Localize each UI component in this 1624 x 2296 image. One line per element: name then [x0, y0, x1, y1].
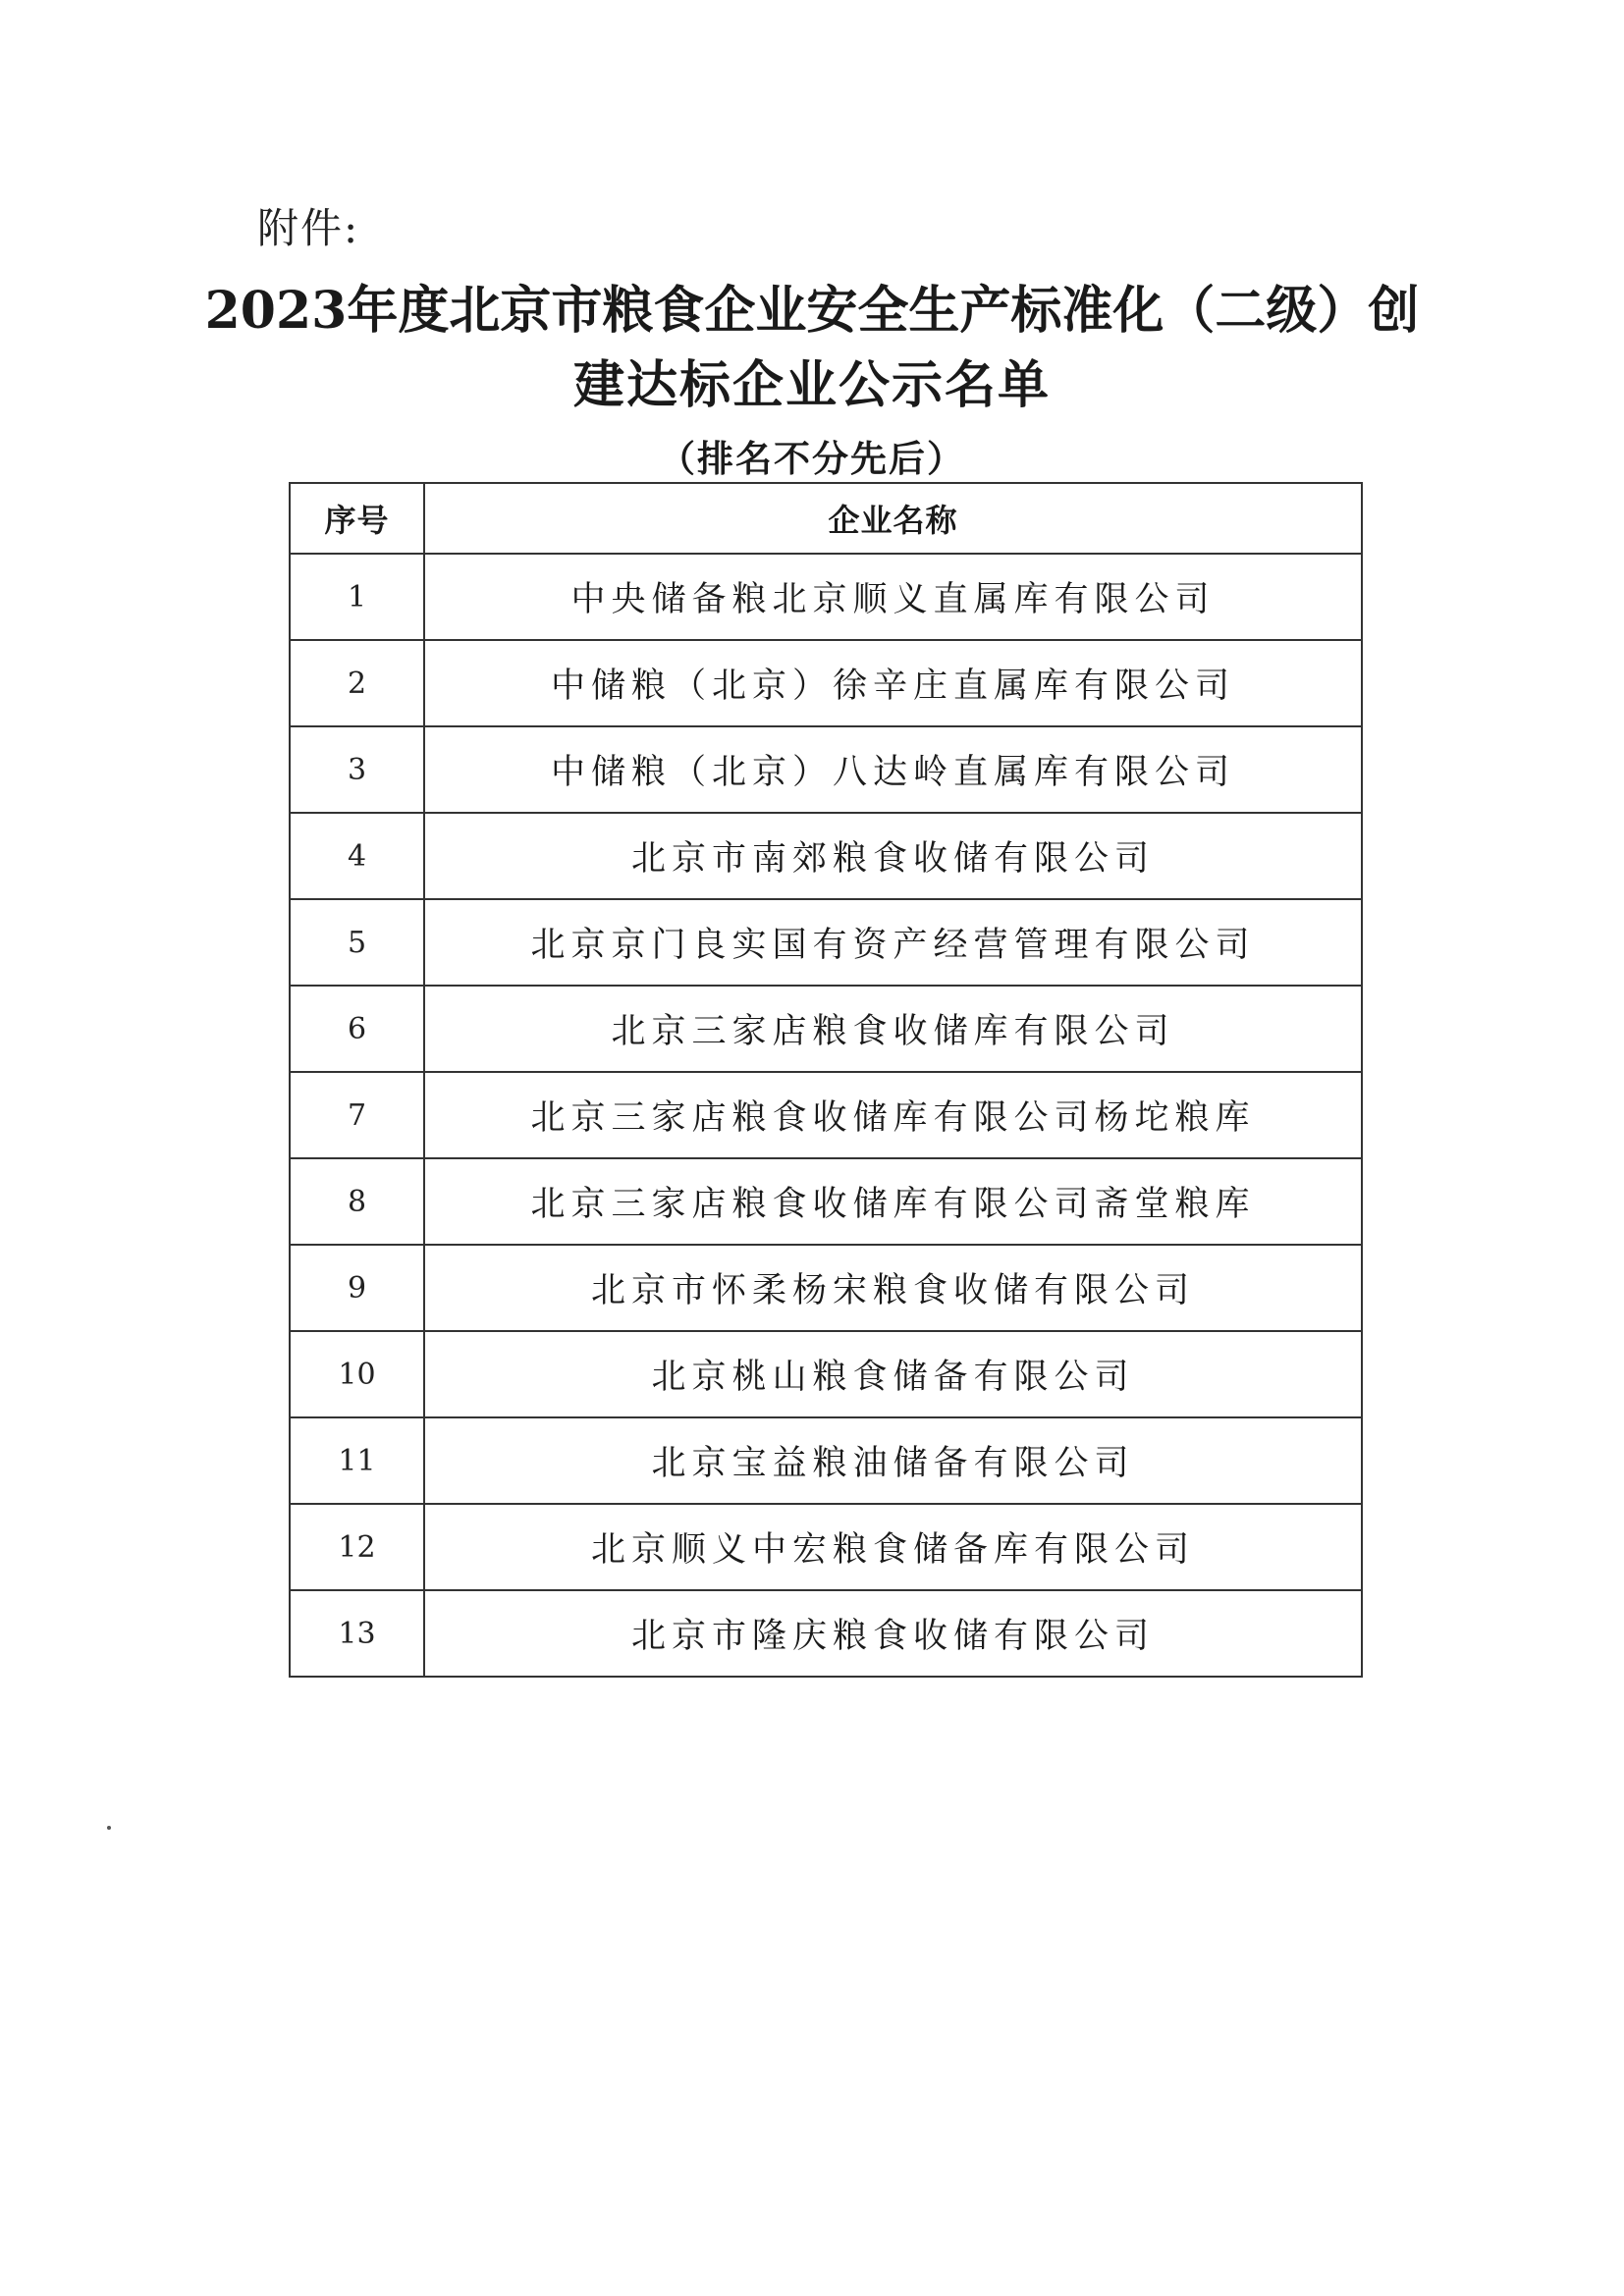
- table-row: [290, 1331, 1362, 1417]
- table-row: [290, 1072, 1362, 1158]
- row-serial-number: 8: [290, 1158, 424, 1245]
- table-row: [290, 640, 1362, 726]
- table-row: [290, 813, 1362, 899]
- table-header-row: [290, 483, 1362, 554]
- table-row: [290, 1158, 1362, 1245]
- row-serial-number: 9: [290, 1245, 424, 1331]
- row-company-name: 北京市南郊粮食收储有限公司: [424, 813, 1362, 899]
- row-company-name: 北京京门良实国有资产经营管理有限公司: [424, 899, 1362, 986]
- row-serial-number: 10: [290, 1331, 424, 1417]
- row-serial-number: 12: [290, 1504, 424, 1590]
- row-serial-number: 13: [290, 1590, 424, 1677]
- row-company-name: 北京三家店粮食收储库有限公司杨坨粮库: [424, 1072, 1362, 1158]
- table-row: [290, 726, 1362, 813]
- table-row: [290, 1245, 1362, 1331]
- row-company-name: 中央储备粮北京顺义直属库有限公司: [424, 554, 1362, 640]
- document-title-line-1: 2023年度北京市粮食企业安全生产标准化（二级）创: [204, 281, 1420, 341]
- company-list-table: [289, 482, 1363, 1678]
- row-company-name: 北京宝益粮油储备有限公司: [424, 1417, 1362, 1504]
- row-serial-number: 5: [290, 899, 424, 986]
- row-serial-number: 11: [290, 1417, 424, 1504]
- row-serial-number: 7: [290, 1072, 424, 1158]
- row-serial-number: 2: [290, 640, 424, 726]
- header-serial-number: 序号: [290, 483, 424, 554]
- scan-speck: [107, 1826, 111, 1830]
- row-company-name: 中储粮（北京）八达岭直属库有限公司: [424, 726, 1362, 813]
- row-serial-number: 6: [290, 986, 424, 1072]
- document-title-line-2: 建达标企业公示名单: [572, 355, 1051, 415]
- table-row: [290, 1504, 1362, 1590]
- table-row: [290, 899, 1362, 986]
- row-company-name: 北京三家店粮食收储库有限公司斋堂粮库: [424, 1158, 1362, 1245]
- table-row: [290, 1590, 1362, 1677]
- row-serial-number: 3: [290, 726, 424, 813]
- row-serial-number: 4: [290, 813, 424, 899]
- row-serial-number: 1: [290, 554, 424, 640]
- row-company-name: 中储粮（北京）徐辛庄直属库有限公司: [424, 640, 1362, 726]
- table-row: [290, 1417, 1362, 1504]
- table-row: [290, 986, 1362, 1072]
- attachment-label: 附件:: [257, 204, 360, 252]
- document-subtitle: （排名不分先后）: [659, 437, 965, 480]
- row-company-name: 北京顺义中宏粮食储备库有限公司: [424, 1504, 1362, 1590]
- row-company-name: 北京桃山粮食储备有限公司: [424, 1331, 1362, 1417]
- row-company-name: 北京市隆庆粮食收储有限公司: [424, 1590, 1362, 1677]
- row-company-name: 北京市怀柔杨宋粮食收储有限公司: [424, 1245, 1362, 1331]
- header-company-name: 企业名称: [424, 483, 1362, 554]
- table-row: [290, 554, 1362, 640]
- row-company-name: 北京三家店粮食收储库有限公司: [424, 986, 1362, 1072]
